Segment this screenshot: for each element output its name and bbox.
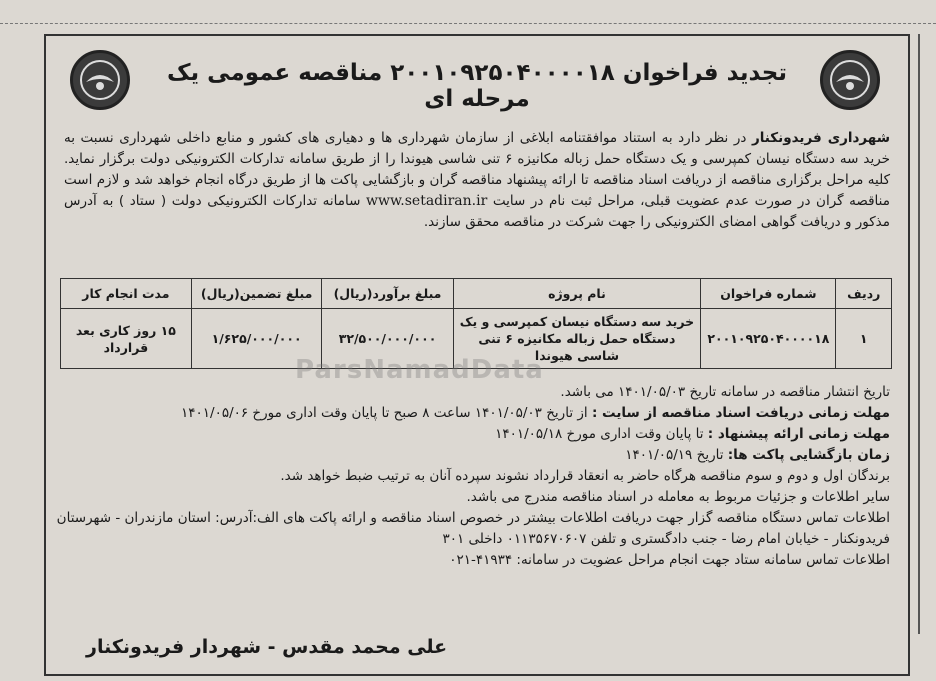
adjacent-column-edge [918, 34, 936, 634]
contact-line-1: اطلاعات تماس دستگاه مناقصه گزار جهت دریافت اطلاعات بیشتر در خصوص اسناد مناقصه و ارائه پاکت های الف:آدرس: استان مازندران - شهرستان [56, 510, 890, 526]
doc-deadline-line [64, 403, 890, 424]
cell-duration: ۱۵ روز کاری بعد قرارداد [61, 309, 192, 369]
header-estimate: مبلغ برآورد(ریال) [322, 279, 453, 309]
municipality-emblem-icon [820, 50, 880, 110]
emblem-right-svg [828, 58, 872, 102]
notice-body [64, 128, 890, 233]
cell-call-number: ۲۰۰۱۰۹۲۵۰۴۰۰۰۰۱۸ [701, 309, 836, 369]
setad-url: www.setadiran.ir [365, 193, 488, 209]
municipality-emblem-icon [70, 50, 130, 110]
publish-date-line: تاریخ انتشار مناقصه در سامانه تاریخ ۱۴۰۱/۰۵/۰۳ می باشد. [560, 384, 890, 400]
cell-row-number: ۱ [836, 309, 892, 369]
signature: علی محمد مقدس - شهردار فریدونکنار [86, 636, 448, 658]
opening-line [64, 445, 890, 466]
table-header-row [61, 279, 892, 309]
header-guarantee: مبلغ تضمین(ریال) [191, 279, 322, 309]
header-project-name: نام پروژه [453, 279, 701, 309]
organization-name: شهرداری فریدونکنار [751, 130, 890, 146]
header-row-number: ردیف [836, 279, 892, 309]
other-info-line: سایر اطلاعات و جزئیات مربوط به معامله در اسناد مناقصه مندرج می باشد. [466, 489, 890, 505]
contact-line-2: فریدونکنار - خیابان امام رضا - جنب دادگستری و تلفن ۰۱۱۳۵۶۷۰۶۰۷ داخلی ۳۰۱ [442, 531, 890, 547]
winners-line: برندگان اول و دوم و سوم مناقصه هرگاه حاضر به انعقاد قرارداد نشوند سپرده آنان به ترتیب ضبط خواهد شد. [280, 468, 890, 484]
cell-guarantee: ۱/۶۲۵/۰۰۰/۰۰۰ [191, 309, 322, 369]
doc-deadline-label: مهلت زمانی دریافت اسناد مناقصه از سایت : [591, 405, 890, 421]
notice-details [56, 382, 890, 571]
body-paragraph-2: سامانه تدارکات الکترونیکی دولت ( ستاد ) به آدرس مذکور و دریافت گواهی امضای الکترونیکی را جهت شرکت در مناقصه محقق سازند. [64, 193, 890, 230]
emblem-left-svg [78, 58, 122, 102]
cell-project-name: خرید سه دستگاه نیسان کمپرسی و یک دستگاه حمل زباله مکانیزه ۶ تنی شاسی هیوندا [453, 309, 701, 369]
opening-label: زمان بازگشایی پاکت ها: [727, 447, 890, 463]
bid-deadline-value: تا پایان وقت اداری مورخ ۱۴۰۱/۰۵/۱۸ [495, 426, 708, 442]
cell-estimate: ۳۲/۵۰۰/۰۰۰/۰۰۰ [322, 309, 453, 369]
body-paragraph-1: در نظر دارد به استناد موافقتنامه ابلاغی از سازمان شهرداری ها و دهیاری های کشور و منابع داخلی شهرداری نسبت به خرید سه دستگاه نیسان کمپرسی و یک دستگاه حمل زباله مکانیزه ۶ تنی شاسی هیوندا را از طریق سامانه تدارکات الکترونیکی دولت برگزار نماید. کلیه مراحل برگزاری مناقصه از دریافت اسناد مناقصه تا ارائه پیشنهاد مناقصه گران و بازگشایی پاکت ها از طریق درگاه انجام خواهد شد و لازم است مناقصه گران در صورت عدم عضویت قبلی، مراحل ثبت نام در سایت [64, 130, 890, 209]
bid-deadline-label: مهلت زمانی ارائه پیشنهاد : [707, 426, 890, 442]
contact-line-3: اطلاعات تماس سامانه ستاد جهت انجام مراحل عضویت در سامانه: ۴۱۹۳۴-۰۲۱ [449, 552, 890, 568]
header-duration: مدت انجام کار [61, 279, 192, 309]
notice-title: تجدید فراخوان ۲۰۰۱۰۹۲۵۰۴۰۰۰۰۱۸ مناقصه عمومی یک مرحله ای [166, 60, 788, 112]
watermark: ParsNamadData [295, 355, 544, 385]
top-strip-divider [0, 0, 936, 24]
opening-value: تاریخ ۱۴۰۱/۰۵/۱۹ [625, 447, 728, 463]
bid-deadline-line [64, 424, 890, 445]
header-call-number: شماره فراخوان [701, 279, 836, 309]
doc-deadline-value: از تاریخ ۱۴۰۱/۰۵/۰۳ ساعت ۸ صبح تا پایان وقت اداری مورخ ۱۴۰۱/۰۵/۰۶ [181, 405, 592, 421]
